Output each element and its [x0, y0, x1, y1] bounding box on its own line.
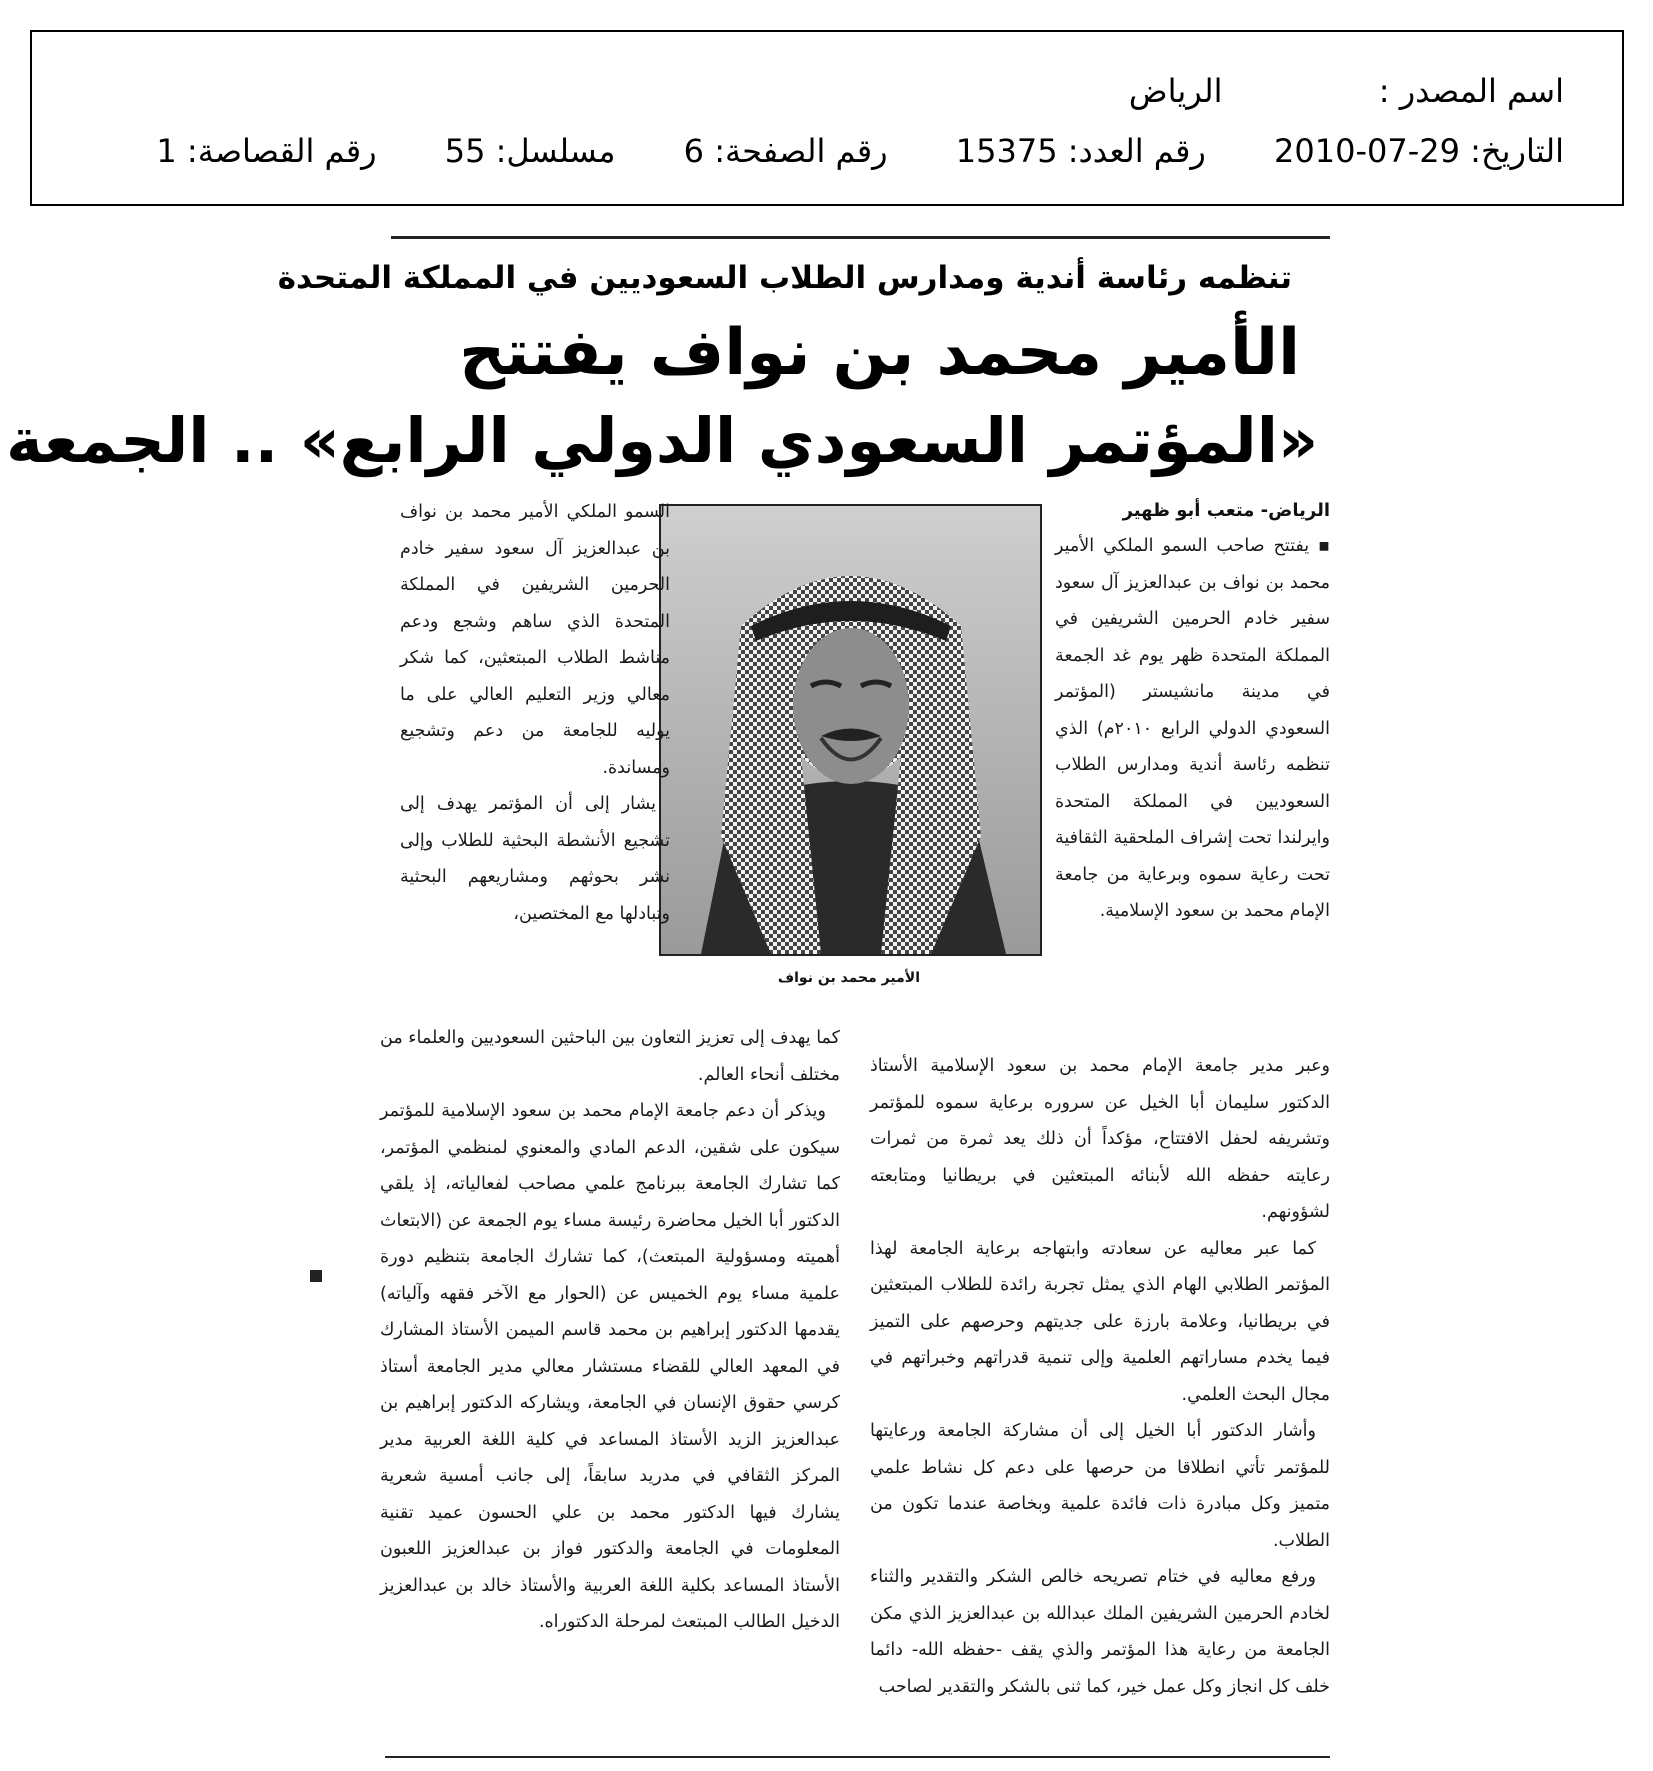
- serial-field: مسلسل: 55: [444, 132, 616, 170]
- column-left: [400, 494, 670, 932]
- column-lower-right: [870, 1048, 1330, 1705]
- details-row: [98, 132, 1564, 170]
- paragraph: يشار إلى أن المؤتمر يهدف إلى تشجيع الأنشطة البحثية للطلاب وإلى نشر بحوثهم ومشاريعهم البحثية وتبادلها مع المختصين،: [400, 794, 670, 924]
- headline-line-1: الأمير محمد بن نواف يفتتح: [459, 316, 1300, 390]
- top-rule: [391, 236, 1330, 239]
- page-field: رقم الصفحة: 6: [683, 132, 888, 170]
- portrait-photo-icon: [661, 506, 1040, 954]
- kicker: تنظمه رئاسة أندية ومدارس الطلاب السعوديين في المملكة المتحدة: [277, 260, 1292, 296]
- column-right: [1055, 528, 1330, 930]
- paragraph: كما عبر معاليه عن سعادته وابتهاجه برعاية الجامعة لهذا المؤتمر الطلابي الهام الذي يمثل تجربة رائدة للطلاب المبتعثين في بريطانيا، وعلامة بارزة على جديتهم وحرصهم على التميز فيما يخدم مساراتهم العلمية وإلى تنمية قدراتهم وخبراتهم في مجال البحث العلمي.: [870, 1238, 1330, 1405]
- photo-caption: الأمير محمد بن نواف: [777, 970, 920, 986]
- byline: الرياض- متعب أبو ظهير: [1122, 500, 1330, 521]
- issue-field: رقم العدد: 15375: [955, 132, 1206, 170]
- newspaper-clipping: [6, 232, 1330, 1752]
- source-value: الرياض: [1128, 72, 1223, 110]
- bottom-rule: [385, 1756, 1330, 1758]
- paragraph: ورفع معاليه في ختام تصريحه خالص الشكر والتقدير والثناء لخادم الحرمين الشريفين الملك عبدالله بن عبدالعزيز الذي مكن الجامعة من رعاية هذا المؤتمر والذي يقف -حفظه الله- دائما خلف كل انجاز وكل عمل خير، كما ثنى بالشكر والتقدير لصاحب: [870, 1567, 1330, 1697]
- headline-line-2: «المؤتمر السعودي الدولي الرابع» .. الجمعة: [6, 404, 1318, 477]
- paragraph: وعبر مدير جامعة الإمام محمد بن سعود الإسلامية الأستاذ الدكتور سليمان أبا الخيل عن سروره برعاية سموه للمؤتمر وتشريفه لحفل الافتتاح، مؤكداً أن ذلك يعد ثمرة من ثمرات رعايته حفظه الله لأبنائه المبتعثين في بريطانيا ومتابعته لشؤونهم.: [870, 1056, 1330, 1222]
- square-bullet-icon: [310, 1270, 322, 1282]
- archive-header: [30, 30, 1624, 206]
- clip-number-field: رقم القصاصة: 1: [156, 132, 377, 170]
- paragraph: ▪ يفتتح صاحب السمو الملكي الأمير محمد بن نواف بن عبدالعزيز آل سعود سفير خادم الحرمين الشريفين في المملكة المتحدة ظهر يوم غد الجمعة في مدينة مانشيستر (المؤتمر السعودي الدولي الرابع ٢٠١٠م) الذي تنظمه رئاسة أندية ومدارس الطلاب السعوديين في المملكة المتحدة وايرلندا تحت إشراف الملحقية الثقافية تحت رعاية سموه وبرعاية من جامعة الإمام محمد بن سعود الإسلامية.: [1055, 536, 1330, 921]
- source-label: اسم المصدر :: [1378, 72, 1564, 110]
- column-lower-left: [380, 1020, 840, 1641]
- portrait-photo: [659, 504, 1042, 956]
- paragraph: وأشار الدكتور أبا الخيل إلى أن مشاركة الجامعة ورعايتها للمؤتمر تأتي انطلاقا من حرصها على دعم كل نشاط علمي متميز وكل مبادرة ذات فائدة علمية وبخاصة عندما تكون من الطلاب.: [870, 1421, 1330, 1551]
- date-field: التاريخ: 29-07-2010: [1274, 132, 1564, 170]
- paragraph: كما يهدف إلى تعزيز التعاون بين الباحثين السعوديين والعلماء من مختلف أنحاء العالم.: [380, 1028, 840, 1085]
- paragraph: السمو الملكي الأمير محمد بن نواف بن عبدالعزيز آل سعود سفير خادم الحرمين الشريفين في المملكة المتحدة الذي ساهم وشجع ودعم مناشط الطلاب المبتعثين، كما شكر معالي وزير التعليم العالي على ما يوليه للجامعة من دعم وتشجيع ومساندة.: [400, 502, 670, 778]
- paragraph: ويذكر أن دعم جامعة الإمام محمد بن سعود الإسلامية للمؤتمر سيكون على شقين، الدعم المادي والمعنوي لمنظمي المؤتمر، كما تشارك الجامعة ببرنامج علمي مصاحب لفعالياته، إذ يلقي الدكتور أبا الخيل محاضرة رئيسة مساء يوم الجمعة عن (الابتعاث أهميته ومسؤولية المبتعث)، كما تشارك الجامعة بتنظيم دورة علمية مساء يوم الخميس عن (الحوار مع الآخر فقهه وآلياته) يقدمها الدكتور إبراهيم بن محمد قاسم الميمن الأستاذ المشارك في المعهد العالي للقضاء مستشار معالي مدير الجامعة أستاذ كرسي حقوق الإنسان في الجامعة، ويشاركه الدكتور إبراهيم بن عبدالعزيز الزيد الأستاذ المساعد في كلية اللغة العربية مدير المركز الثقافي في مدريد سابقاً، إلى جانب أمسية شعرية يشارك فيها الدكتور محمد بن علي الحسون عميد تقنية المعلومات في الجامعة والدكتور فواز بن عبدالعزيز اللعبون الأستاذ المساعد بكلية اللغة العربية والأستاذ خالد بن عبدالعزيز الدخيل الطالب المبتعث لمرحلة الدكتوراه.: [380, 1101, 840, 1632]
- source-row: [1071, 72, 1564, 110]
